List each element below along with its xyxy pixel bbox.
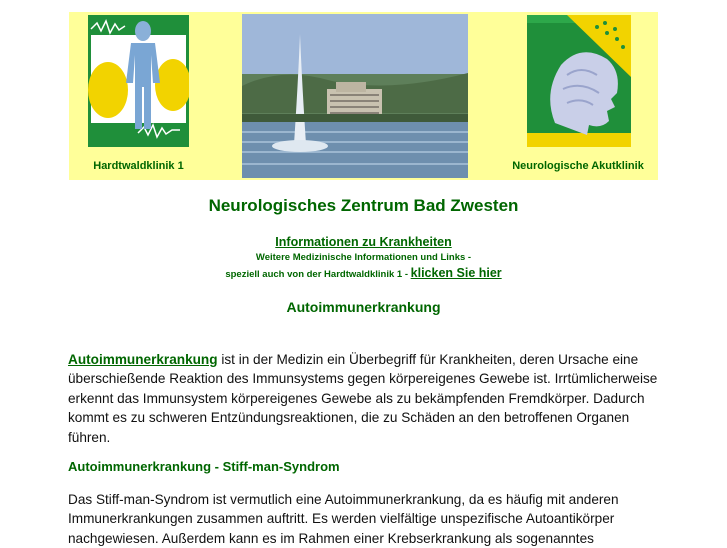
head-profile-logo-icon[interactable] <box>527 15 631 147</box>
speziell-line <box>0 266 727 280</box>
left-caption: Hardtwaldklinik 1 <box>93 160 184 172</box>
section-paragraph: Das Stiff-man-Syndrom ist vermutlich eine Autoimmunerkrankung, da es häufig mit anderen Immunerkrankungen zusammen auftritt. Es werden vielfältige unspezifische Autoantikörper nachgewiesen. Außerdem kann es im Rahmen einer Krebserkrankung als sogenanntes <box>68 492 619 546</box>
intro-text: ist in der Medizin ein Überbegriff für Krankheiten, deren Ursache eine überschießende Reaktion des Immunsystems gegen körpereigenes Gewebe ist. Irrtümlicherweise erkennt das Immunsystem körpereigenes Gewebe als zu bekämpfenden Fremdkörper. Dadurch kommt es zu schweren Entzündungsreaktionen, die zu Schäden an den betroffenen Organen führen. <box>68 352 658 445</box>
autoimmun-link[interactable]: Autoimmunerkrankung <box>68 352 218 367</box>
page-title: Neurologisches Zentrum Bad Zwesten <box>208 196 519 215</box>
info-link-line <box>0 235 727 249</box>
more-info-line: Weitere Medizinische Informationen und Links - <box>255 252 472 263</box>
header-panel-right <box>498 12 658 180</box>
klicken-link[interactable]: klicken Sie hier <box>410 266 502 280</box>
intro-paragraph <box>68 350 668 447</box>
right-caption: Neurologische Akutklinik <box>512 160 644 172</box>
info-link[interactable]: Informationen zu Krankheiten <box>275 235 452 249</box>
fountain-clinic-photo-icon <box>242 14 468 178</box>
speziell-prefix: speziell auch von der Hardtwaldklinik 1 - <box>225 269 408 280</box>
section-heading: Autoimmunerkrankung - Stiff-man-Syndrom <box>68 459 340 474</box>
body-figure-logo-icon[interactable] <box>88 15 189 147</box>
header-panel-left <box>69 12 208 180</box>
subheading: Autoimmunerkrankung <box>286 299 441 315</box>
header-panel-center <box>208 12 498 180</box>
